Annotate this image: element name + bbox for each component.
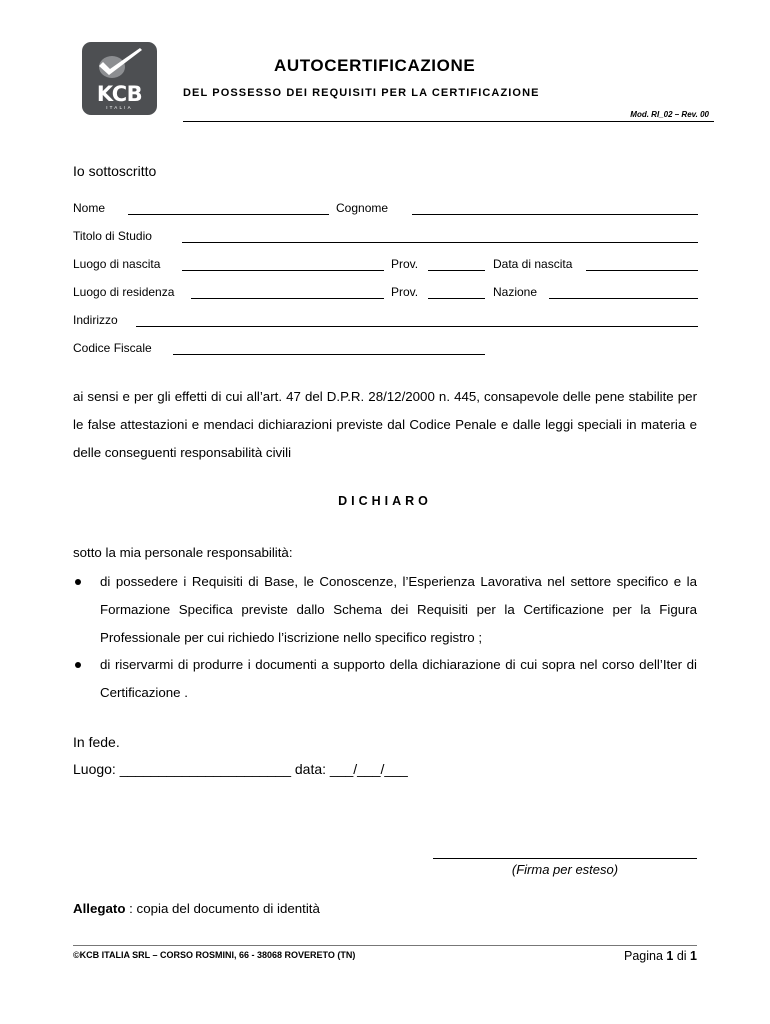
footer-divider	[73, 945, 697, 946]
in-fede-text: In fede.	[73, 734, 120, 750]
page-prefix: Pagina	[624, 949, 667, 963]
intro-text: Io sottoscritto	[73, 163, 157, 179]
declaration-list	[73, 568, 697, 707]
prov-residenza-label: Prov.	[391, 285, 419, 299]
nazione-field[interactable]	[549, 298, 698, 299]
signature-caption: (Firma per esteso)	[511, 862, 619, 877]
allegato-label: Allegato	[73, 901, 126, 916]
prov-nascita-field[interactable]	[428, 270, 485, 271]
data-nascita-field[interactable]	[586, 270, 698, 271]
titolo-studio-field[interactable]	[182, 242, 698, 243]
page-mid: di	[673, 949, 691, 963]
kcb-logo	[82, 42, 157, 115]
responsibility-text: sotto la mia personale responsabilità:	[73, 545, 293, 560]
prov-residenza-field[interactable]	[428, 298, 485, 299]
cognome-field[interactable]	[412, 214, 698, 215]
footer-address: ©KCB ITALIA SRL – CORSO ROSMINI, 66 - 38068 ROVERETO (TN)	[73, 950, 356, 960]
dichiaro-heading: DICHIARO	[338, 494, 432, 508]
indirizzo-field[interactable]	[136, 326, 698, 327]
list-item	[73, 651, 697, 707]
checkmark-icon	[82, 42, 157, 84]
signature-field[interactable]	[433, 858, 697, 859]
indirizzo-label: Indirizzo	[73, 313, 118, 327]
bullet-icon	[75, 579, 81, 585]
nome-label: Nome	[73, 201, 106, 215]
codice-fiscale-field[interactable]	[173, 354, 485, 355]
header-divider	[183, 121, 714, 122]
luogo-residenza-label: Luogo di residenza	[73, 285, 175, 299]
logo-sub: ITALIA	[106, 105, 133, 110]
page-current: 1	[666, 949, 674, 963]
logo-brand: KCB	[96, 82, 143, 106]
legal-paragraph: ai sensi e per gli effetti di cui all’art. 47 del D.P.R. 28/12/2000 n. 445, consapevole delle pene stabilite per le false attestazioni e mendaci dichiarazioni previste dal Codice Penale e dalle leggi speciali in materia e delle conseguenti responsabilità civili	[73, 389, 697, 460]
allegato-text: : copia del documento di identità	[125, 901, 320, 916]
list-item-text: di riservarmi di produrre i documenti a supporto della dichiarazione di cui sopra nel corso dell’Iter di Certificazione .	[100, 657, 697, 700]
data-nascita-label: Data di nascita	[493, 257, 573, 271]
page-number	[624, 949, 697, 963]
cognome-label: Cognome	[336, 201, 389, 215]
document-title: AUTOCERTIFICAZIONE	[274, 56, 476, 75]
nazione-label: Nazione	[493, 285, 538, 299]
allegato-note	[73, 901, 320, 916]
module-reference: Mod. RI_02 – Rev. 00	[630, 110, 709, 119]
luogo-residenza-field[interactable]	[191, 298, 384, 299]
nome-field[interactable]	[128, 214, 329, 215]
bullet-icon	[75, 662, 81, 668]
titolo-studio-label: Titolo di Studio	[73, 229, 152, 243]
page-total: 1	[690, 949, 697, 963]
document-subtitle: DEL POSSESSO DEI REQUISITI PER LA CERTIFICAZIONE	[183, 87, 540, 99]
luogo-nascita-label: Luogo di nascita	[73, 257, 161, 271]
luogo-data-field[interactable]: Luogo: ______________________ data: ___/___/___	[73, 761, 408, 777]
list-item	[73, 568, 697, 652]
list-item-text: di possedere i Requisiti di Base, le Conoscenze, l’Esperienza Lavorativa nel settore specifico e la Formazione Specifica previste dallo Schema dei Requisiti per la Certificazione per la Figura Professionale per cui richiedo l’iscrizione nello specifico registro ;	[100, 574, 697, 645]
codice-fiscale-label: Codice Fiscale	[73, 341, 152, 355]
luogo-nascita-field[interactable]	[182, 270, 384, 271]
prov-nascita-label: Prov.	[391, 257, 419, 271]
